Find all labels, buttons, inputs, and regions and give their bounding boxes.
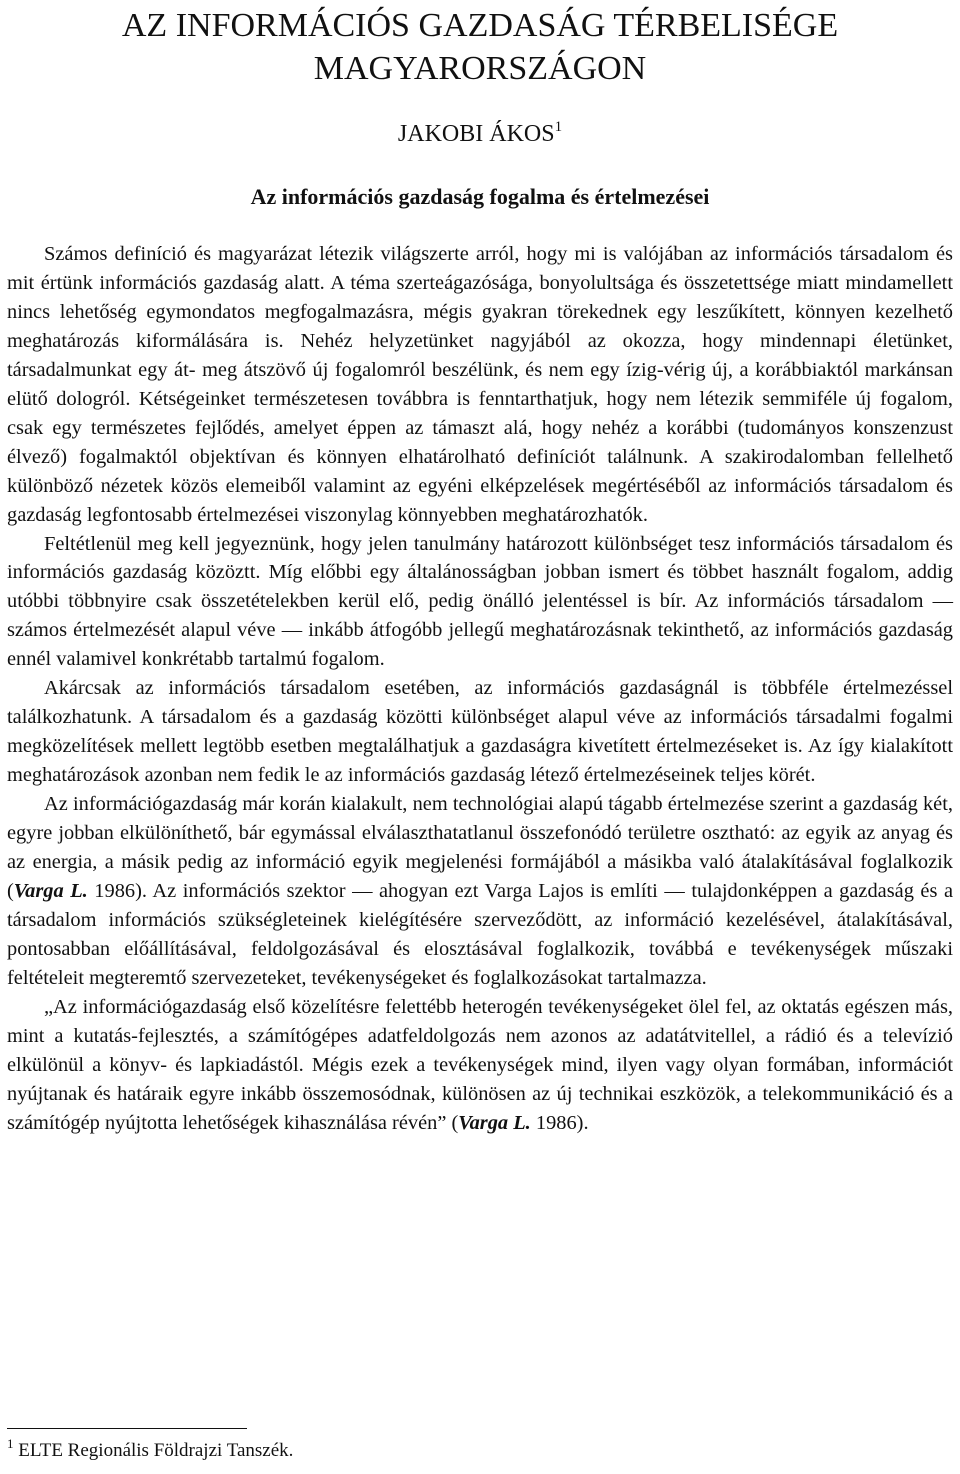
- paragraph-3: Akárcsak az információs társadalom esetében, az információs gazdaságnál is többféle értelmezéssel találkozhatunk. A társadalom és a gazdaság közötti különbséget alapul véve az információs társadalmi fogalmi megközelítések mellett legtöbb esetben megtalálhatjuk a gazdaságra kivetített értelmezéseket is. Az így kialakított meghatározások azonban nem fedik le az információs gazdaság létező értelmezéseinek teljes körét.: [7, 677, 953, 787]
- author-name: JAKOBI ÁKOS: [397, 121, 555, 147]
- citation-varga-2: Varga L.: [458, 1111, 531, 1134]
- paragraph-4: [7, 790, 953, 993]
- paper-title: [0, 4, 960, 90]
- paragraph-5-text-b: 1986).: [530, 1111, 589, 1134]
- paragraph-4-text-b: 1986). Az információs szektor — ahogyan ezt Varga Lajos is említi — tulajdonképpen a gazdaság és a társadalom információs szükségleteinek kielégítésére szerveződött, az információ kezelésével, átalakításával, pontosabban előállításával, feldolgozásával és elosztásával foglalkozik, továbbá e tevékenységek műszaki feltételeit megteremtő szervezeteket, tevékenységeket és foglalkozásokat tartalmazza.: [7, 879, 954, 989]
- paragraph-4-text-a: Az információgazdaság már korán kialakult, nem technológiai alapú tágabb értelmezése szerint a gazdaság két, egyre jobban elkülöníthető, bár egymással elválaszthatatlanul összefonódó területre osztható: az egyik az anyag és az energia, a másik pedig az információ egyik megjelenési formájából a másikba való átalakításával foglalkozik (: [7, 793, 953, 902]
- paper-title-line-2: MAGYARORSZÁGON: [313, 50, 647, 87]
- body-text: [7, 240, 953, 1138]
- paper-title-line-1: AZ INFORMÁCIÓS GAZDASÁG TÉRBELISÉGE: [121, 7, 839, 44]
- author-footnote-mark: 1: [554, 119, 563, 135]
- citation-varga-1: Varga L.: [13, 879, 88, 902]
- paragraph-2: Feltétlenül meg kell jegyeznünk, hogy jelen tanulmány határozott különbséget tesz információs társadalom és információs gazdaság közöztt. Míg előbbi egy általánosságban jobban ismert és többet használt fogalom, addig utóbbi többnyire csak összetételekben kerül elő, pedig önálló jelentéssel is bír. Az információs társadalom — számos értelmezését alapul véve — inkább átfogóbb jellegű meghatározásnak tekinthető, az információs gazdaság ennél valamivel konkrétabb tartalmú fogalom.: [7, 532, 953, 671]
- section-heading: Az információs gazdaság fogalma és értelmezései: [250, 184, 710, 209]
- footnote: [7, 1438, 607, 1464]
- author-line: [0, 119, 960, 149]
- footnote-divider: [7, 1428, 247, 1429]
- paragraph-1: Számos definíció és magyarázat létezik világszerte arról, hogy mi is valójában az információs társadalom és mit értünk információs gazdaság alatt. A téma szerteágazósága, bonyolultsága és összetettsége miatt mindamellett nincs lehetőség egymondatos megfogalmazásra, mégis gyakran törekednek egy leszűkített, könnyen kezelhető meghatározás kiformálására is. Nehéz helyzetünket nagyjából az okozza, hogy mindennapi életünket, társadalmunkat egy át- meg átszövő új fogalomról beszélünk, és nem egy ízig-vérig új, a korábbiaktól markánsan elütő dologról. Kétségeinket természetesen továbbra is fenntarthatjuk, hogy nem létezik semmiféle új fogalom, csak egy természetes fejlődés, amelyet éppen az támaszt alá, hogy nehéz a korábbi (tudományos konszenzust élvező) fogalmaktól objektívan és könnyen elhatárolható definíciót találnunk. A szakirodalomban fellelhető különböző nézetek közös elemeiből valamint az egyéni elképzelések megértéséből az információs társadalom és gazdaság legfontosabb értelmezései viszonylag könnyebben meghatározhatók.: [7, 243, 953, 526]
- footnote-mark: 1: [7, 1436, 14, 1451]
- paragraph-5-text-a: „Az információgazdaság első közelítésre felettébb heterogén tevékenységeket ölel fel, az oktatás egészen más, mint a kutatás-fejlesztés, a számítógépes adatfeldolgozás nem azonos az adatátvitellel, a rádió és a televízió elkülönül a könyv- és lapkiadástól. Mégis ezek a tevékenységek mind, ilyen vagy olyan formában, információt nyújtanak és határaik egyre inkább összemosódnak, különösen az új technikai eszközök, a telekommunikáció és a számítógép nyújtotta lehetőségek kihasználása révén” (: [7, 995, 953, 1134]
- footnote-text: ELTE Regionális Földrajzi Tanszék.: [13, 1440, 294, 1461]
- paragraph-5: [7, 993, 953, 1138]
